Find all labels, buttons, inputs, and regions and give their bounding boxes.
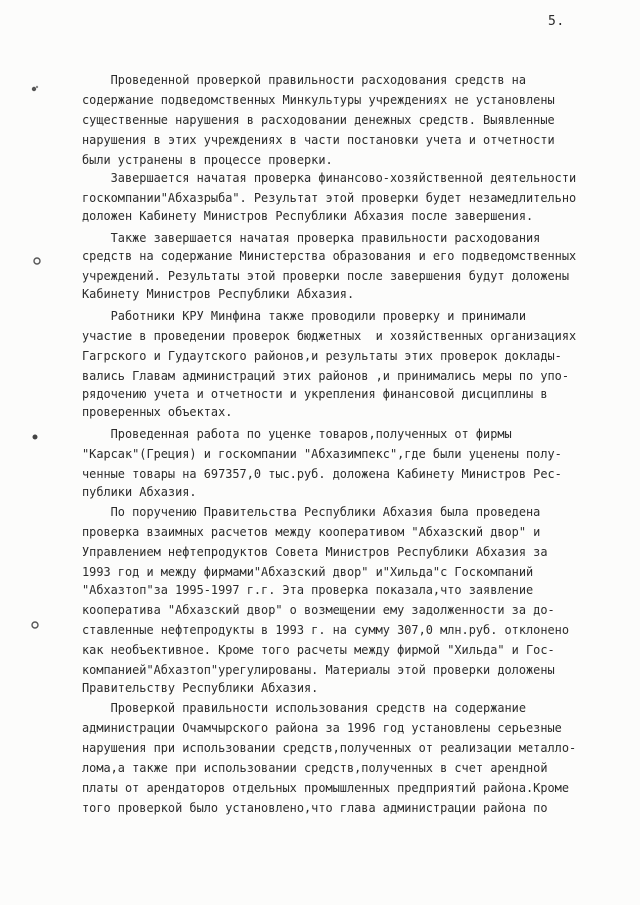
text-line: Работники КРУ Минфина также проводили проверку и принимали bbox=[82, 309, 527, 323]
text-line: проверенных объектах. bbox=[82, 405, 233, 419]
text-line: компанией"Абхазтоп"урегулированы. Материалы этой проверки доложены bbox=[82, 663, 555, 677]
text-line: Гагрского и Гудаутского районов,и результаты этих проверок доклады- bbox=[82, 349, 562, 363]
text-line: госкомпании"Абхазрыба". Результат этой проверки будет незамедлительно bbox=[82, 191, 577, 205]
text-line: лома,а также при использовании средств,полученных в счет арендной bbox=[82, 761, 548, 775]
text-line: ставленные нефтепродукты в 1993 г. на сумму 307,0 млн.руб. отклонено bbox=[82, 623, 569, 637]
text-line: нарушения в этих учреждениях в части постановки учета и отчетности bbox=[82, 133, 555, 147]
text-line: нарушения при использовании средств,полученных от реализации металло- bbox=[82, 741, 577, 755]
text-line: По поручению Правительства Республики Абхазия была проведена bbox=[82, 505, 541, 519]
text-line: Проведенная работа по уценке товаров,полученных от фирмы bbox=[82, 427, 512, 441]
text-line: Правительству Республики Абхазия. bbox=[82, 681, 319, 695]
text-line: содержание подведомственных Минкультуры учреждениях не установлены bbox=[82, 93, 555, 107]
text-line: ченные товары на 697357,0 тыс.руб. доложена Кабинету Министров Рес- bbox=[82, 467, 562, 481]
text-line: платы от арендаторов отдельных промышленных предприятий района.Кроме bbox=[82, 781, 569, 795]
text-line: как необъективное. Кроме того расчеты между фирмой "Хильда" и Гос- bbox=[82, 643, 555, 657]
text-line: того проверкой было установлено,что глава администрации района по bbox=[82, 801, 548, 815]
text-line: публики Абхазия. bbox=[82, 485, 197, 499]
text-line: Проведенной проверкой правильности расходования средств на bbox=[82, 73, 527, 87]
text-line: доложен Кабинету Министров Республики Абхазия после завершения. bbox=[82, 209, 534, 223]
text-line: "Карсак"(Греция) и госкомпании "Абхазимпекс",где были уценены полу- bbox=[82, 447, 562, 461]
text-line: проверка взаимных расчетов между кооперативом "Абхазский двор" и bbox=[82, 525, 541, 539]
page-number: 5. bbox=[548, 14, 565, 29]
text-line: существенные нарушения в расходовании денежных средств. Выявленные bbox=[82, 113, 555, 127]
text-line: средств на содержание Министерства образования и его подведомственных bbox=[82, 249, 577, 263]
text-line: рядочению учета и отчетности и укрепления финансовой дисциплины в bbox=[82, 387, 548, 401]
text-line: вались Главам администраций этих районов ,и принимались меры по упо- bbox=[82, 369, 569, 383]
binding-mark bbox=[30, 84, 40, 94]
text-line: Кабинету Министров Республики Абхазия. bbox=[82, 287, 355, 301]
text-line: были устранены в процессе проверки. bbox=[82, 153, 333, 167]
binding-mark bbox=[30, 432, 40, 442]
text-line: учреждений. Результаты этой проверки после завершения будут доложены bbox=[82, 269, 569, 283]
text-line: Проверкой правильности использования средств на содержание bbox=[82, 701, 527, 715]
text-line: 1993 год и между фирмами"Абхазский двор" и"Хильда"с Госкомпаний bbox=[82, 565, 534, 579]
text-line: администрации Очамчырского района за 1996 год установлены серьезные bbox=[82, 721, 562, 735]
text-line: Также завершается начатая проверка правильности расходования bbox=[82, 231, 541, 245]
binding-mark bbox=[30, 620, 40, 630]
text-line: участие в проведении проверок бюджетных и хозяйственных организациях bbox=[82, 329, 577, 343]
text-line: Управлением нефтепродуктов Совета Министров Республики Абхазия за bbox=[82, 545, 548, 559]
text-line: "Абхазтоп"за 1995-1997 г.г. Эта проверка показала,что заявление bbox=[82, 583, 534, 597]
text-line: кооператива "Абхазский двор" о возмещении ему задолженности за до- bbox=[82, 603, 555, 617]
binding-mark bbox=[32, 256, 42, 266]
text-line: Завершается начатая проверка финансово-хозяйственной деятельности bbox=[82, 171, 577, 185]
